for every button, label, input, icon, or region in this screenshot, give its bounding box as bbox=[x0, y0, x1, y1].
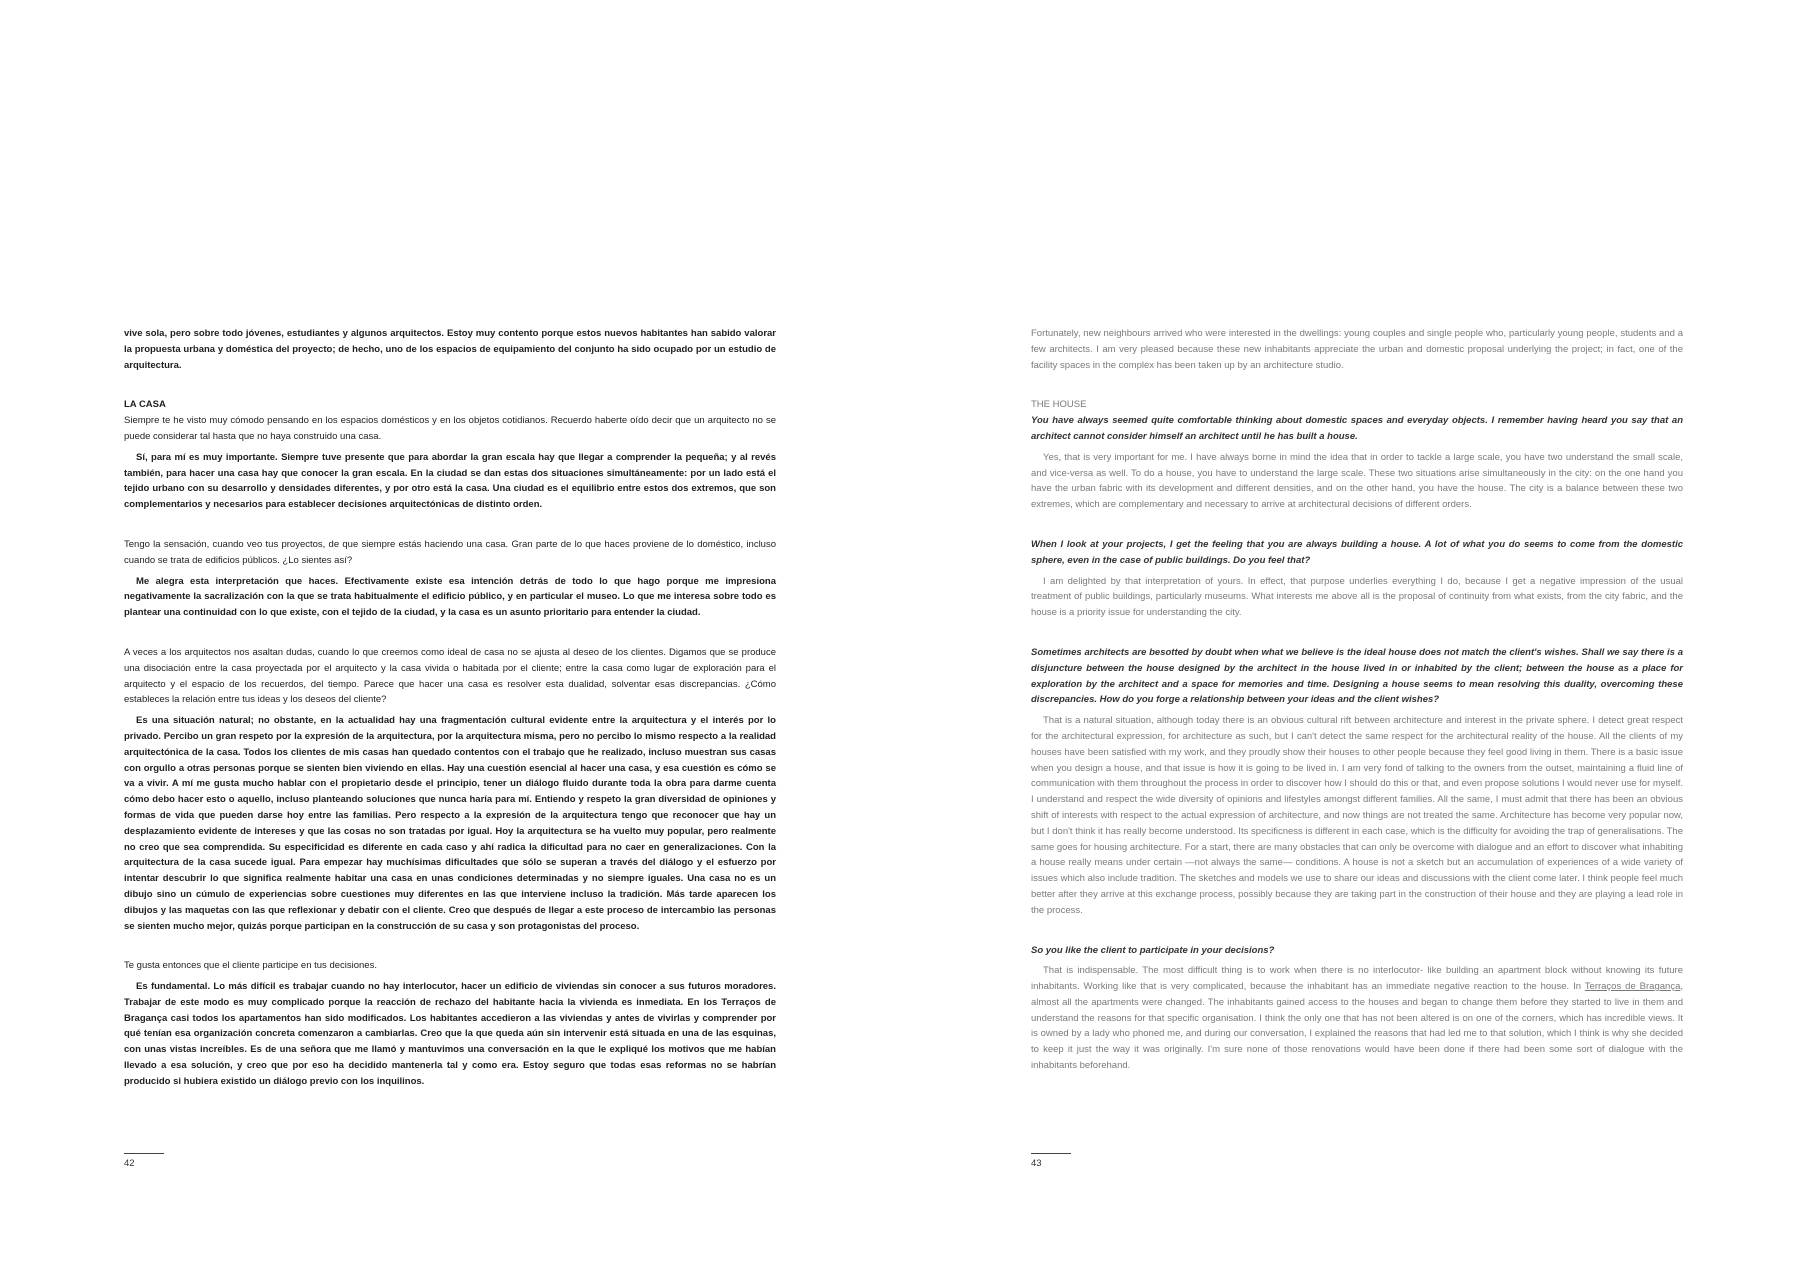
right-answer-3: That is a natural situation, although today there is an obvious cultural rift between architecture and interest in the private sphere. I detect great respect for the architectural expression, for architecture as such, but I can't detect the same respect for the architectural reality of the house. All the clients of my houses have been satisfied with my work, and they proudly show their houses to other people because they feel good living in them. There is a basic issue when you design a house, and that issue is how it is going to be lived in. I am very fond of talking to the owners from the outset, maintaining a fluid line of communication with them throughout the process in order to discover how I should do this or that, and even propose solutions I would never use for myself. I understand and respect the wide diversity of opinions and lifestyles amongst different families. All the same, I must admit that there has been an obvious shift of interests with respect to the actual expression of architecture, and now things are not treated the same. Architecture has become very popular now, but I don't think it has really become understood. Its specificness is different in each case, which is the difficulty for avoiding the trap of generalisations. The same goes for housing architecture. For a start, there are many obstacles that can only be overcome with dialogue and an effort to discover what inhabiting a house really means under certain —not always the same— conditions. A house is not a sketch but an accumulation of experiences of a wide variety of issues which also include tradition. The sketches and models we use to share our ideas and discussions with the client come later. I think people feel much better after they arrive at this exchange process, possibly because they are taking part in the construction of their house and they are playing a lead role in the process. bbox=[1031, 715, 1683, 916]
left-question-4: Te gusta entonces que el cliente participe en tus decisiones. bbox=[124, 960, 377, 972]
left-page-number: 42 bbox=[124, 1153, 164, 1169]
left-question-3: A veces a los arquitectos nos asaltan dudas, cuando lo que creemos como ideal de casa no se ajusta al deseo de los clientes. Digamos que se produce una disociación entre la casa proyectada por el arquitecto y la casa vivida o habitada por el cliente; entre la casa como lugar de exploración para el arquitecto y el espacio de los recuerdos, del tiempo. Parece que hacer una casa es resolver esta dualidad, solventar esas discrepancias. ¿Cómo estableces la relación entre tus ideas y los deseos del cliente? bbox=[124, 646, 776, 706]
section-gap bbox=[1031, 621, 1683, 645]
left-answer-4: Es fundamental. Lo más difícil es trabajar cuando no hay interlocutor, hacer un edificio de viviendas sin conocer a sus futuros moradores. Trabajar de este modo es muy complicado porque la reacción de rechazo del habitante hacia la vivienda es inmediata. En los Terraços de Bragança casi todos los apartamentos han sido modificados. Los habitantes accedieron a las viviendas y antes de vivirlas y comprender por qué tenían esa organización concreta comenzaron a cambiarlas. Creo que la que queda aún sin intervenir está situada en una de las esquinas, con unas vistas increíbles. Es de una señora que me llamó y mantuvimos una conversación en la que le expliqué los motivos que me habían llevado a esa solución, y creo que por eso ha decidido mantenerla tal y como era. Estoy seguro que todas esas reformas no se habrían producido si hubiera existido un diálogo previo con los inquilinos. bbox=[124, 981, 776, 1087]
left-text-column bbox=[124, 326, 776, 1090]
left-answer-2: Me alegra esta interpretación que haces. Efectivamente existe esa intención detrás de todo lo que hago porque me impresiona negativamente la sacralización con la que se trata habitualmente el edificio público, y en particular el museo. Lo que me interesa sobre todo es plantear una continuidad con lo que existe, con el tejido de la ciudad, y la casa es un asunto prioritario para entender la ciudad. bbox=[124, 575, 776, 619]
terracos-de-braganca-link[interactable]: Terraços de Bragança bbox=[1584, 981, 1681, 993]
left-answer-3: Es una situación natural; no obstante, en la actualidad hay una fragmentación cultural evidente entre la arquitectura y el interés por lo privado. Percibo un gran respeto por la expresión de la arquitectura, por la arquitectura misma, pero no percibo lo mismo respecto a la realidad arquitectónica de la casa. Todos los clientes de mis casas han quedado contentos con el trabajo que he realizado, incluso muestran sus casas con orgullo a otras personas porque se sienten bien viviendo en ellas. Hay una cuestión esencial al hacer una casa, y esa cuestión es cómo se va a vivir. A mí me gusta mucho hablar con el propietario desde el principio, tener un diálogo fluido durante toda la obra para darme cuenta cómo debo hacer esto o aquello, incluso planteando soluciones que nunca haría para mí. Entiendo y respeto la gran diversidad de opiniones y formas de vida que pueden darse hoy entre las familias. Pero respecto a la expresión de la arquitectura tengo que reconocer que hay un desplazamiento evidente de intereses y que las cosas no son tratadas por igual. Hoy la arquitectura se ha vuelto muy popular, pero realmente no creo que sea comprendida. Su especificidad es diferente en cada caso y ahí radica la dificultad para no caer en generalizaciones. Con la arquitectura de la casa sucede igual. Para empezar hay muchísimas dificultades que sólo se superan a través del diálogo y el esfuerzo por intentar descubrir lo que significa realmente habitar una casa en unas condiciones determinadas y no siempre iguales. Una casa no es un dibujo sino un cúmulo de experiencias sobre cuestiones muy diferentes en las que interviene incluso la tradición. Más tarde aparecen los dibujos y las maquetas con las que reflexionar y debatir con el cliente. Creo que después de llegar a este proceso de intercambio las personas se sienten mucho mejor, quizás porque participan en la construcción de su casa y son protagonistas del proceso. bbox=[124, 715, 776, 932]
right-question-1: You have always seemed quite comfortable thinking about domestic spaces and everyday objects. I remember having heard you say that an architect cannot consider himself an architect until he has built a house. bbox=[1031, 415, 1683, 442]
right-answer-4 bbox=[1031, 963, 1683, 1074]
right-intro-paragraph: Fortunately, new neighbours arrived who were interested in the dwellings: young couples and single people who, particularly young people, students and a few architects. I am very pleased because these new inhabitants appreciate the urban and domestic proposal underlying the project; in fact, one of the facility spaces in the complex has been taken up by an architecture studio. bbox=[1031, 328, 1683, 371]
right-page-number: 43 bbox=[1031, 1153, 1071, 1169]
right-text-column bbox=[1031, 326, 1683, 1074]
left-section-heading: LA CASA bbox=[124, 399, 166, 411]
left-answer-1: Sí, para mí es muy importante. Siempre tuve presente que para abordar la gran escala hay que llegar a comprender la pequeña; y al revés también, para hacer una casa hay que conocer la gran escala. En la ciudad se dan estas dos situaciones simultáneamente: por un lado está el tejido urbano con su desarrollo y densidades diferentes, y por otro está la casa. Una ciudad es el equilibrio entre estos dos extremos, que son complementarios y necesarios para establecer decisiones arquitectónicas de distinto orden. bbox=[124, 451, 776, 511]
left-question-1: Siempre te he visto muy cómodo pensando en los espacios domésticos y en los objetos cotidianos. Recuerdo haberte oído decir que un arquitecto no se puede considerar tal hasta que no haya construido una casa. bbox=[124, 415, 776, 442]
right-section-heading: THE HOUSE bbox=[1031, 399, 1087, 411]
section-gap bbox=[124, 934, 776, 958]
section-gap bbox=[124, 373, 776, 397]
section-gap bbox=[1031, 919, 1683, 943]
right-question-2: When I look at your projects, I get the feeling that you are always building a house. A lot of what you do seems to come from the domestic sphere, even in the case of public buildings. Do you feel that? bbox=[1031, 538, 1683, 566]
right-question-4: So you like the client to participate in your decisions? bbox=[1031, 944, 1275, 956]
section-gap bbox=[1031, 513, 1683, 537]
answer-text-after-link: , almost all the apartments were changed. The inhabitants gained access to the houses and began to change them before they started to live in them and understand the reasons for that specific organisation. I think the only one that has not been altered is on one of the corners, which has incredible views. It is owned by a lady who phoned me, and during our conversation, I explained the reasons that had led me to that solution, which I think is why she decided to keep it just the way it was originally. I'm sure none of those renovations would have been done if there had been some sort of dialogue with the inhabitants beforehand. bbox=[1031, 981, 1683, 1072]
section-gap bbox=[1031, 373, 1683, 397]
right-answer-1: Yes, that is very important for me. I have always borne in mind the idea that in order to tackle a large scale, you have two understand the small scale, and vice-versa as well. To do a house, you have to understand the large scale. These two situations arise simultaneously in the city: on the one hand you have the urban fabric with its development and different densities, and on the other hand, you have the house. The city is a balance between these two extremes, which are complementary and necessary to arrive at architectural decisions of different orders. bbox=[1031, 451, 1683, 511]
right-page bbox=[900, 0, 1800, 1275]
left-question-2: Tengo la sensación, cuando veo tus proyectos, de que siempre estás haciendo una casa. Gran parte de lo que haces proviene de lo doméstico, incluso cuando se trata de edificios públicos. ¿Lo sientes así? bbox=[124, 538, 776, 566]
answer-text-before-link: That is indispensable. The most difficult thing is to work when there is no interlocutor- like building an apartment block without knowing its future inhabitants. Working like that is very complicated, because the inhabitant has an immediate negative reaction to the house. In bbox=[1031, 965, 1683, 993]
right-question-3: Sometimes architects are besotted by doubt when what we believe is the ideal house does not match the client's wishes. Shall we say there is a disjuncture between the house designed by the architect in the house lived in or inhabited by the client; between the house as a place for exploration by the architect and a space for memories and time. Designing a house seems to mean resolving this duality, overcoming these discrepancies. How do you forge a relationship between your ideas and the client wishes? bbox=[1031, 646, 1683, 706]
section-gap bbox=[124, 513, 776, 537]
left-intro-paragraph: vive sola, pero sobre todo jóvenes, estudiantes y algunos arquitectos. Estoy muy contento porque estos nuevos habitantes han sabido valorar la propuesta urbana y doméstica del proyecto; de hecho, uno de los espacios de equipamiento del conjunto ha sido ocupado por un estudio de arquitectura. bbox=[124, 328, 776, 371]
section-gap bbox=[124, 621, 776, 645]
right-answer-2: I am delighted by that interpretation of yours. In effect, that purpose underlies everything I do, because I get a negative impression of the usual treatment of public buildings, particularly museums. What interests me above all is the proposal of continuity from what exists, from the city fabric, and the house is a priority issue for understanding the city. bbox=[1031, 575, 1683, 619]
